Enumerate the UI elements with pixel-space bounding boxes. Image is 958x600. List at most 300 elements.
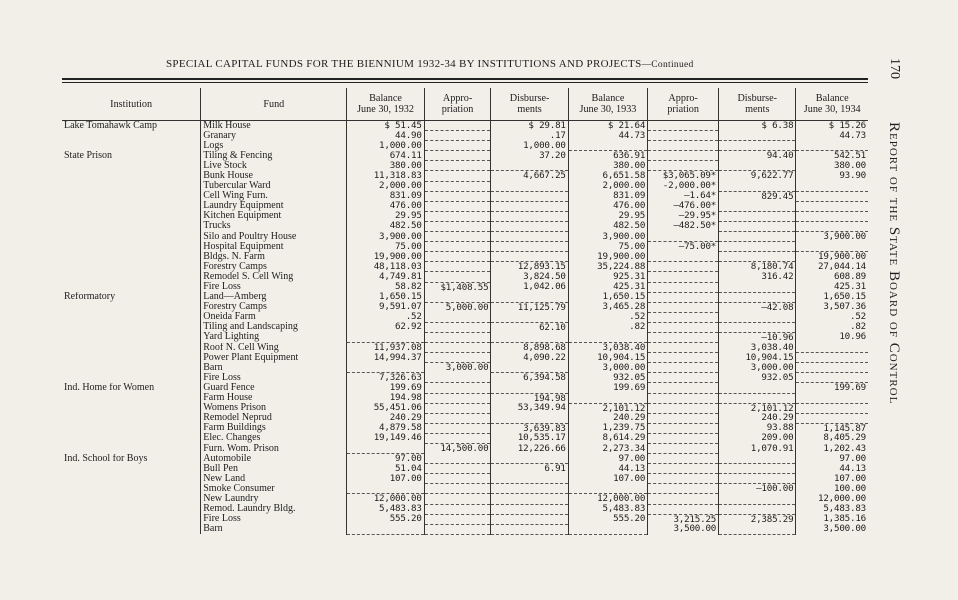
- cell-ap2: —1.64*: [648, 191, 719, 201]
- table-row: [62, 343, 868, 353]
- table-row: [62, 292, 868, 302]
- cell-fund: Womens Prison: [201, 403, 347, 413]
- cell-ap: [424, 403, 491, 413]
- cell-b32: [347, 444, 424, 454]
- cell-fund: Farm House: [201, 393, 347, 403]
- table-row: [62, 161, 868, 171]
- cell-b32: .52: [347, 312, 424, 322]
- cell-b34: 93.90: [796, 171, 868, 181]
- cell-inst: [62, 373, 201, 383]
- cell-ap: [424, 262, 491, 272]
- cell-inst: [62, 302, 201, 312]
- cell-b33: 75.00: [568, 242, 647, 252]
- cell-b34: 5,483.83: [796, 504, 868, 514]
- cell-db2: —10.96: [719, 332, 796, 342]
- cell-inst: [62, 252, 201, 262]
- cell-b33: 380.00: [568, 161, 647, 171]
- cell-db2: [719, 464, 796, 474]
- cell-fund: Barn: [201, 363, 347, 373]
- cell-b32: 7,326.63: [347, 373, 424, 383]
- cell-b33: [568, 393, 647, 403]
- cell-db2: 240.29: [719, 413, 796, 423]
- cell-db2: [719, 322, 796, 332]
- col-disbursements-2: Disburse- ments: [719, 88, 796, 121]
- cell-db2: 93.88: [719, 423, 796, 433]
- cell-b34: [796, 373, 868, 383]
- cell-b32: 3,900.00: [347, 232, 424, 242]
- cell-b33: .52: [568, 312, 647, 322]
- cell-db2: 8,180.74: [719, 262, 796, 272]
- cell-db2: [719, 201, 796, 211]
- title-continued: —Continued: [641, 60, 694, 70]
- cell-fund: Farm Buildings: [201, 423, 347, 433]
- cell-ap: [424, 151, 491, 161]
- cell-inst: [62, 423, 201, 433]
- table-row: [62, 514, 868, 524]
- cell-ap2: [648, 444, 719, 454]
- cell-db: [491, 383, 568, 393]
- cell-b32: 555.20: [347, 514, 424, 524]
- cell-db2: —42.08: [719, 302, 796, 312]
- cell-b34: 1,650.15: [796, 292, 868, 302]
- running-title: Report of the State Board of Control: [886, 122, 902, 405]
- cell-b33: [568, 141, 647, 151]
- table-row: [62, 504, 868, 514]
- cell-ap: [424, 201, 491, 211]
- table-row: [62, 444, 868, 454]
- cell-b33: 925.31: [568, 272, 647, 282]
- cell-b33: 44.13: [568, 464, 647, 474]
- cell-ap2: [648, 413, 719, 423]
- cell-b33: 12,000.00: [568, 494, 647, 504]
- cell-inst: [62, 322, 201, 332]
- cell-db: 3,824.50: [491, 272, 568, 282]
- cell-b32: 19,149.46: [347, 433, 424, 443]
- cell-b34: 8,405.29: [796, 433, 868, 443]
- cell-ap2: 3,500.00: [648, 524, 719, 534]
- cell-db: [491, 312, 568, 322]
- cell-b32: 2,000.00: [347, 181, 424, 191]
- cell-db: .17: [491, 131, 568, 141]
- cell-ap2: [648, 282, 719, 292]
- table-row: [62, 252, 868, 262]
- cell-inst: [62, 433, 201, 443]
- col-fund: Fund: [201, 88, 347, 121]
- cell-ap2: [648, 343, 719, 353]
- cell-db: 11,125.79: [491, 302, 568, 312]
- cell-b33: 35,224.88: [568, 262, 647, 272]
- cell-b32: 12,000.00: [347, 494, 424, 504]
- table-row: [62, 464, 868, 474]
- cell-b34: 199.69: [796, 383, 868, 393]
- cell-ap2: [648, 373, 719, 383]
- cell-db2: $ 6.38: [719, 121, 796, 131]
- cell-b32: 48,118.03: [347, 262, 424, 272]
- cell-ap: [424, 181, 491, 191]
- cell-ap: [424, 292, 491, 302]
- cell-db: [491, 413, 568, 423]
- cell-db2: [719, 494, 796, 504]
- cell-b32: 11,937.08: [347, 343, 424, 353]
- table-row: [62, 322, 868, 332]
- cell-db: [491, 232, 568, 242]
- table-row: [62, 181, 868, 191]
- cell-b33: [568, 484, 647, 494]
- cell-ap: $1,408.55: [424, 282, 491, 292]
- cell-fund: Bull Pen: [201, 464, 347, 474]
- cell-ap: [424, 332, 491, 342]
- cell-b33: 3,900.00: [568, 232, 647, 242]
- cell-fund: Power Plant Equipment: [201, 353, 347, 363]
- cell-db2: 316.42: [719, 272, 796, 282]
- cell-b34: 107.00: [796, 474, 868, 484]
- col-institution: Institution: [62, 88, 201, 121]
- cell-ap: [424, 252, 491, 262]
- cell-inst: [62, 332, 201, 342]
- cell-b33: 240.29: [568, 413, 647, 423]
- side-margin: [878, 58, 902, 518]
- table-row: [62, 484, 868, 494]
- cell-b32: 51.04: [347, 464, 424, 474]
- cell-ap2: [648, 131, 719, 141]
- table-row: [62, 302, 868, 312]
- cell-b33: 3,000.00: [568, 363, 647, 373]
- cell-ap: [424, 484, 491, 494]
- cell-b34: [796, 353, 868, 363]
- cell-fund: Kitchen Equipment: [201, 211, 347, 221]
- cell-ap2: [648, 393, 719, 403]
- table-row: [62, 393, 868, 403]
- cell-fund: Land—Amberg: [201, 292, 347, 302]
- cell-fund: Forestry Camps: [201, 262, 347, 272]
- cell-b33: 831.09: [568, 191, 647, 201]
- cell-ap2: [648, 454, 719, 464]
- cell-ap: [424, 353, 491, 363]
- cell-fund: Oneida Farm: [201, 312, 347, 322]
- table-row: [62, 262, 868, 272]
- table-row: [62, 201, 868, 211]
- cell-db2: —100.00: [719, 484, 796, 494]
- cell-ap: [424, 433, 491, 443]
- cell-fund: Automobile: [201, 454, 347, 464]
- cell-inst: [62, 262, 201, 272]
- cell-db: 4,667.25: [491, 171, 568, 181]
- cell-b33: 5,483.83: [568, 504, 647, 514]
- cell-ap2: [648, 252, 719, 262]
- cell-db2: 3,038.40: [719, 343, 796, 353]
- cell-b34: 1,385.16: [796, 514, 868, 524]
- cell-fund: Barn: [201, 524, 347, 534]
- cell-ap: 5,000.00: [424, 302, 491, 312]
- cell-b33: 555.20: [568, 514, 647, 524]
- cell-fund: Remod. Laundry Bldg.: [201, 504, 347, 514]
- table-row: [62, 413, 868, 423]
- table-row: [62, 433, 868, 443]
- cell-inst: [62, 161, 201, 171]
- table-body: [62, 121, 868, 535]
- cell-db: 194.98: [491, 393, 568, 403]
- cell-db2: [719, 292, 796, 302]
- cell-b34: 97.00: [796, 454, 868, 464]
- cell-b32: 4,749.81: [347, 272, 424, 282]
- cell-db2: [719, 161, 796, 171]
- cell-inst: [62, 312, 201, 322]
- cell-ap2: [648, 383, 719, 393]
- cell-ap: [424, 242, 491, 252]
- cell-b32: 482.50: [347, 221, 424, 231]
- cell-db2: [719, 211, 796, 221]
- cell-ap: [424, 312, 491, 322]
- cell-b32: 97.00: [347, 454, 424, 464]
- cell-b33: 3,038.40: [568, 343, 647, 353]
- cell-b34: 44.73: [796, 131, 868, 141]
- cell-b34: .52: [796, 312, 868, 322]
- cell-ap2: 3,215.25: [648, 514, 719, 524]
- cell-inst: [62, 474, 201, 484]
- cell-inst: [62, 201, 201, 211]
- table-row: [62, 282, 868, 292]
- cell-db2: [719, 454, 796, 464]
- cell-db2: 932.05: [719, 373, 796, 383]
- cell-db2: [719, 524, 796, 534]
- cell-ap2: [648, 141, 719, 151]
- cell-db: 8,898.68: [491, 343, 568, 353]
- cell-b32: [347, 484, 424, 494]
- cell-inst: State Prison: [64, 150, 113, 161]
- cell-db2: [719, 252, 796, 262]
- cell-db: 10,535.17: [491, 433, 568, 443]
- cell-b34: [796, 141, 868, 151]
- cell-ap: [424, 232, 491, 242]
- cell-b33: 425.31: [568, 282, 647, 292]
- cell-ap2: [648, 262, 719, 272]
- cell-db: [491, 242, 568, 252]
- cell-fund: Tiling & Fencing: [201, 151, 347, 161]
- header-rule-thin: [62, 82, 868, 83]
- cell-db: [491, 484, 568, 494]
- title-text: SPECIAL CAPITAL FUNDS FOR THE BIENNIUM 1932-34 BY INSTITUTIONS AND PROJECTS: [166, 58, 642, 70]
- cell-db: 1,000.00: [491, 141, 568, 151]
- cell-fund: Guard Fence: [201, 383, 347, 393]
- cell-db: [491, 504, 568, 514]
- cell-fund: Fire Loss: [201, 373, 347, 383]
- cell-db: [491, 221, 568, 231]
- cell-inst: Lake Tomahawk Camp: [64, 120, 157, 131]
- cell-b32: 1,650.15: [347, 292, 424, 302]
- cell-db2: [719, 474, 796, 484]
- cell-ap2: [648, 353, 719, 363]
- cell-fund: Tubercular Ward: [201, 181, 347, 191]
- cell-b34: $ 15.26: [796, 121, 868, 131]
- cell-ap: [424, 191, 491, 201]
- cell-b32: 29.95: [347, 211, 424, 221]
- table-row: [62, 272, 868, 282]
- table-row: [62, 474, 868, 484]
- cell-inst: [62, 494, 201, 504]
- cell-b34: 19,900.00: [796, 252, 868, 262]
- table-row: [62, 171, 868, 181]
- cell-db2: 9,622.77: [719, 171, 796, 181]
- table-row: [62, 423, 868, 433]
- cell-b33: 107.00: [568, 474, 647, 484]
- cell-b34: [796, 363, 868, 373]
- table-row: [62, 494, 868, 504]
- cell-b33: 2,101.12: [568, 403, 647, 413]
- cell-ap: [424, 524, 491, 534]
- cell-ap: [424, 413, 491, 423]
- cell-ap: [424, 373, 491, 383]
- cell-db2: 1,070.91: [719, 444, 796, 454]
- cell-b33: 1,239.75: [568, 423, 647, 433]
- cell-b34: [796, 242, 868, 252]
- cell-b34: [796, 211, 868, 221]
- cell-db2: [719, 131, 796, 141]
- table-row: [62, 454, 868, 464]
- cell-db2: 3,000.00: [719, 363, 796, 373]
- cell-db: 37.20: [491, 151, 568, 161]
- cell-fund: Remodel Neprud: [201, 413, 347, 423]
- cell-inst: [62, 524, 201, 534]
- cell-db: [491, 191, 568, 201]
- cell-b32: [347, 332, 424, 342]
- cell-db2: [719, 383, 796, 393]
- cell-db: [491, 181, 568, 191]
- cell-fund: Bldgs. N. Farm: [201, 252, 347, 262]
- cell-db: 6.91: [491, 464, 568, 474]
- cell-ap2: [648, 494, 719, 504]
- cell-db: 12,226.66: [491, 444, 568, 454]
- cell-inst: [62, 191, 201, 201]
- cell-b33: 2,000.00: [568, 181, 647, 191]
- table-row: [62, 242, 868, 252]
- table-row: [62, 191, 868, 201]
- cell-ap2: [648, 403, 719, 413]
- cell-b33: 6,651.58: [568, 171, 647, 181]
- cell-db: [491, 363, 568, 373]
- col-balance-1932: Balance June 30, 1932: [347, 88, 424, 121]
- cell-db: 3,639.83: [491, 423, 568, 433]
- col-disbursements: Disburse- ments: [491, 88, 568, 121]
- cell-ap2: [648, 322, 719, 332]
- cell-db2: [719, 221, 796, 231]
- cell-ap: [424, 211, 491, 221]
- cell-inst: [62, 221, 201, 231]
- cell-b32: 14,994.37: [347, 353, 424, 363]
- cell-ap: [424, 131, 491, 141]
- cell-db2: [719, 504, 796, 514]
- cell-b32: $ 51.45: [347, 121, 424, 131]
- cell-inst: [62, 484, 201, 494]
- cell-db: [491, 524, 568, 534]
- cell-b32: 674.11: [347, 151, 424, 161]
- cell-fund: Remodel S. Cell Wing: [201, 272, 347, 282]
- header-rule-thick: [62, 78, 868, 80]
- cell-ap: [424, 171, 491, 181]
- cell-b32: 44.90: [347, 131, 424, 141]
- cell-b33: 3,465.28: [568, 302, 647, 312]
- table-row: [62, 131, 868, 141]
- cell-ap2: [648, 504, 719, 514]
- cell-fund: Yard Lighting: [201, 332, 347, 342]
- cell-b34: 44.13: [796, 464, 868, 474]
- cell-inst: [62, 343, 201, 353]
- cell-inst: [62, 141, 201, 151]
- cell-b33: 97.00: [568, 454, 647, 464]
- cell-ap2: $3,065.09*: [648, 171, 719, 181]
- cell-db: [491, 201, 568, 211]
- cell-b34: [796, 403, 868, 413]
- cell-ap2: [648, 161, 719, 171]
- cell-b32: 19,900.00: [347, 252, 424, 262]
- cell-b32: 107.00: [347, 474, 424, 484]
- cell-inst: [62, 181, 201, 191]
- table-row: [62, 403, 868, 413]
- table-row: [62, 383, 868, 393]
- cell-inst: [62, 403, 201, 413]
- cell-fund: Granary: [201, 131, 347, 141]
- col-appropriation-2: Appro- priation: [648, 88, 719, 121]
- cell-b32: 75.00: [347, 242, 424, 252]
- cell-b33: 8,614.29: [568, 433, 647, 443]
- cell-fund: Trucks: [201, 221, 347, 231]
- cell-db2: 94.40: [719, 151, 796, 161]
- cell-db: [491, 252, 568, 262]
- cell-ap: [424, 474, 491, 484]
- table-row: [62, 221, 868, 231]
- cell-inst: [62, 211, 201, 221]
- cell-ap: [424, 454, 491, 464]
- cell-b32: 194.98: [347, 393, 424, 403]
- cell-ap2: [648, 332, 719, 342]
- cell-db: [491, 292, 568, 302]
- cell-fund: Cell Wing Furn.: [201, 191, 347, 201]
- cell-b33: [568, 524, 647, 534]
- cell-ap2: [648, 433, 719, 443]
- cell-b34: 3,500.00: [796, 524, 868, 534]
- cell-db2: 209.00: [719, 433, 796, 443]
- cell-b32: 831.09: [347, 191, 424, 201]
- cell-b32: [347, 363, 424, 373]
- table-row: [62, 373, 868, 383]
- cell-ap2: [648, 272, 719, 282]
- cell-ap2: [648, 363, 719, 373]
- table-row: [62, 141, 868, 151]
- cell-db2: 2,385.29: [719, 514, 796, 524]
- cell-ap: [424, 141, 491, 151]
- cell-inst: [62, 504, 201, 514]
- cell-b34: 608.89: [796, 272, 868, 282]
- cell-db2: [719, 141, 796, 151]
- table-row: [62, 232, 868, 242]
- cell-b34: 3,900.00: [796, 232, 868, 242]
- cell-inst: [62, 393, 201, 403]
- cell-ap2: [648, 121, 719, 131]
- cell-fund: Laundry Equipment: [201, 201, 347, 211]
- cell-b33: $ 21.64: [568, 121, 647, 131]
- cell-b33: 482.50: [568, 221, 647, 231]
- cell-b32: 55,451.06: [347, 403, 424, 413]
- cell-b33: 29.95: [568, 211, 647, 221]
- cell-ap: [424, 221, 491, 231]
- cell-ap: [424, 383, 491, 393]
- cell-db: [491, 161, 568, 171]
- cell-db2: [719, 181, 796, 191]
- cell-b34: [796, 191, 868, 201]
- cell-fund: New Laundry: [201, 494, 347, 504]
- cell-db: [491, 211, 568, 221]
- cell-fund: Fire Loss: [201, 514, 347, 524]
- cell-b32: 476.00: [347, 201, 424, 211]
